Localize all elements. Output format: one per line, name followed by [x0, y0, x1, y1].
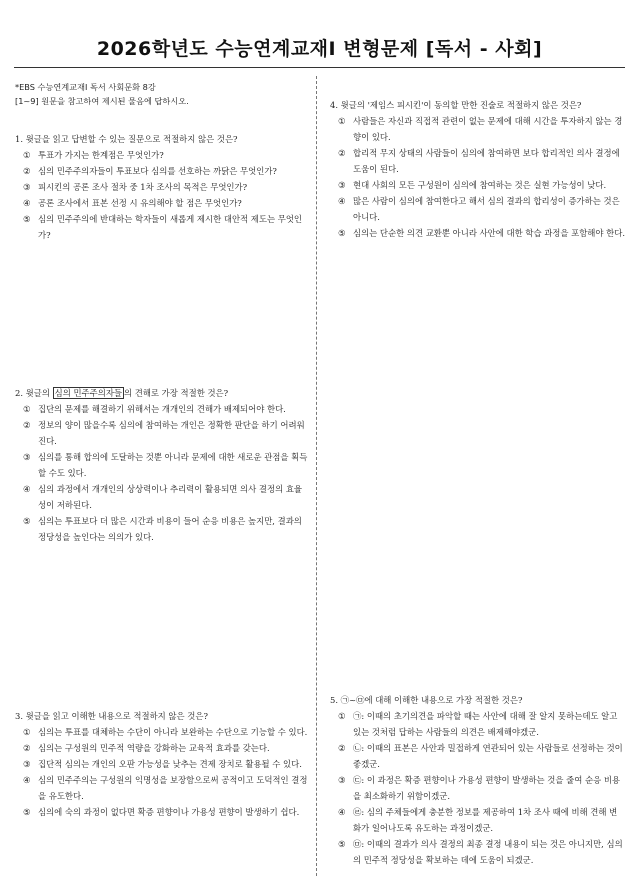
option-number: ②: [23, 420, 31, 430]
option-number: ⑤: [23, 516, 31, 526]
option-number: ①: [23, 404, 31, 414]
answer-option[interactable]: [15, 481, 310, 513]
answer-option[interactable]: [330, 708, 625, 740]
instruction-line: [1~9] 원문을 참고하여 제시된 물음에 답하시오.: [15, 96, 189, 106]
answer-option[interactable]: [15, 756, 310, 772]
option-number: ③: [23, 759, 31, 769]
answer-option[interactable]: [330, 836, 625, 868]
answer-option[interactable]: [15, 513, 310, 545]
option-text: 정보의 양이 많을수록 심의에 참여하는 개인은 정확한 판단을 하기 어려워진다.: [38, 420, 305, 446]
answer-option[interactable]: [330, 193, 625, 225]
answer-option[interactable]: [15, 772, 310, 804]
option-number: ④: [23, 484, 31, 494]
option-text: ㉢: 이 과정은 확증 편향이나 가용성 편향이 발생하는 것을 줄여 순응 비용을 최소화하기 위함이겠군.: [353, 775, 621, 801]
option-number: ⑤: [23, 214, 31, 224]
source-line: *EBS 수능연계교재Ⅰ 독서 사회문화 8강: [15, 82, 156, 92]
option-text: 투표가 가지는 한계점은 무엇인가?: [38, 150, 164, 160]
underlined-phrase: 심의 민주주의자들: [54, 388, 122, 398]
option-number: ②: [23, 166, 31, 176]
option-number: ④: [23, 775, 31, 785]
left-column-top: [15, 80, 310, 108]
option-text: 심의는 투표보다 더 많은 시간과 비용이 들어 순응 비용은 높지만, 결과의 정당성을 높인다는 의의가 있다.: [38, 516, 302, 542]
option-text: ㉡: 이때의 표본은 사안과 밀접하게 연관되어 있는 사람들로 선정하는 것이 좋겠군.: [353, 743, 623, 769]
option-number: ①: [23, 727, 31, 737]
option-number: ③: [338, 775, 346, 785]
option-text: 피시킨의 공론 조사 절차 중 1차 조사의 목적은 무엇인가?: [38, 182, 248, 192]
answer-option[interactable]: [15, 163, 310, 179]
option-text: 심의는 단순한 의견 교환뿐 아니라 사안에 대한 학습 과정을 포함해야 한다.: [353, 228, 625, 238]
option-text: 심의 민주주의자들이 투표보다 심의를 선호하는 까닭은 무엇인가?: [38, 166, 277, 176]
option-list: [15, 401, 310, 545]
answer-option[interactable]: [15, 211, 310, 243]
option-number: ①: [338, 116, 346, 126]
answer-option[interactable]: [15, 147, 310, 163]
option-text: 사람들은 자신과 직접적 관련이 없는 문제에 대해 시간을 투자하지 않는 경향이 있다.: [353, 116, 623, 142]
question-stem: 2. 윗글의 심의 민주주의자들 의 견해로 가장 적절한 것은?: [15, 388, 229, 398]
option-number: ③: [338, 180, 346, 190]
option-number: ④: [338, 807, 346, 817]
answer-option[interactable]: [330, 772, 625, 804]
option-number: ②: [338, 743, 346, 753]
option-number: ①: [338, 711, 346, 721]
option-number: ⑤: [338, 228, 346, 238]
option-number: ③: [23, 182, 31, 192]
option-text: 심의는 구성원의 민주적 역량을 강화하는 교육적 효과를 갖는다.: [38, 743, 270, 753]
answer-option[interactable]: [15, 417, 310, 449]
title-rule: [14, 67, 625, 68]
option-text: 집단적 심의는 개인의 오판 가능성을 낮추는 견제 장치로 활용될 수 있다.: [38, 759, 302, 769]
answer-option[interactable]: [15, 401, 310, 417]
page-title: 2026학년도 수능연계교재Ⅰ 변형문제 [독서 - 사회]: [96, 38, 543, 60]
option-number: ④: [338, 196, 346, 206]
option-number: ③: [23, 452, 31, 462]
column-divider: [316, 76, 317, 876]
option-text: 심의는 투표를 대체하는 수단이 아니라 보완하는 수단으로 기능할 수 있다.: [38, 727, 308, 737]
answer-option[interactable]: [330, 225, 625, 241]
question-stem: 4. 윗글의 '제임스 피시킨'이 동의할 만한 진술로 적절하지 않은 것은?: [330, 100, 582, 110]
option-text: ㉠: 이때의 초기의견을 파악할 때는 사안에 대해 잘 알지 못하는데도 알고 있는 것처럼 답하는 사람들의 의견은 배제해야겠군.: [353, 711, 618, 737]
answer-option[interactable]: [330, 145, 625, 177]
answer-option[interactable]: [15, 449, 310, 481]
answer-option[interactable]: [330, 804, 625, 836]
answer-option[interactable]: [330, 740, 625, 772]
option-text: 공론 조사에서 표본 선정 시 유의해야 할 점은 무엇인가?: [38, 198, 242, 208]
option-text: 심의 과정에서 개개인의 상상력이나 추리력이 활용되면 의사 결정의 효율성이 저하된다.: [38, 484, 303, 510]
option-text: 심의에 숙의 과정이 없다면 확증 편향이나 가용성 편향이 발생하기 쉽다.: [38, 807, 300, 817]
question-stem: 1. 윗글을 읽고 답변할 수 있는 질문으로 적절하지 않은 것은?: [15, 134, 238, 144]
option-list: [330, 113, 625, 241]
option-text: 현대 사회의 모든 구성원이 심의에 참여하는 것은 실현 가능성이 낮다.: [353, 180, 607, 190]
option-text: 집단의 문제를 해결하기 위해서는 개개인의 견해가 배제되어야 한다.: [38, 404, 286, 414]
option-number: ④: [23, 198, 31, 208]
option-number: ②: [23, 743, 31, 753]
answer-option[interactable]: [15, 179, 310, 195]
option-list: [15, 147, 310, 243]
answer-option[interactable]: [15, 195, 310, 211]
option-number: ⑤: [338, 839, 346, 849]
option-list: [15, 724, 310, 820]
question-2: [15, 385, 310, 545]
option-number: ①: [23, 150, 31, 160]
option-text: 심의 민주주의는 구성원의 익명성을 보장함으로써 공적이고 도덕적인 결정을 유도한다.: [38, 775, 308, 801]
option-text: ㉤: 이때의 결과가 의사 결정의 최종 결정 내용이 되는 것은 아니지만, 심의의 민주적 정당성을 확보하는 데에 도움이 되겠군.: [353, 839, 623, 865]
option-text: 심의를 통해 합의에 도달하는 것뿐 아니라 문제에 대한 새로운 관점을 획득할 수도 있다.: [38, 452, 308, 478]
answer-option[interactable]: [330, 113, 625, 145]
option-number: ⑤: [23, 807, 31, 817]
option-text: 심의 민주주의에 반대하는 학자들이 새롭게 제시한 대안적 제도는 무엇인가?: [38, 214, 303, 240]
question-3: [15, 708, 310, 820]
option-number: ②: [338, 148, 346, 158]
question-5: [330, 692, 625, 868]
question-1: [15, 131, 310, 243]
answer-option[interactable]: [15, 740, 310, 756]
answer-option[interactable]: [330, 177, 625, 193]
option-text: ㉣: 심의 주체들에게 충분한 정보를 제공하여 1차 조사 때에 비해 견해 변화가 일어나도록 유도하는 과정이겠군.: [353, 807, 618, 833]
option-text: 많은 사람이 심의에 참여한다고 해서 심의 결과의 합리성이 증가하는 것은 아니다.: [353, 196, 620, 222]
answer-option[interactable]: [15, 724, 310, 740]
question-stem: 3. 윗글을 읽고 이해한 내용으로 적절하지 않은 것은?: [15, 711, 208, 721]
option-list: [330, 708, 625, 868]
answer-option[interactable]: [15, 804, 310, 820]
question-4: [330, 97, 625, 241]
option-text: 합리적 무지 상태의 사람들이 심의에 참여하면 보다 합리적인 의사 결정에 도움이 된다.: [353, 148, 620, 174]
question-stem: 5. ㉠~㉤에 대해 이해한 내용으로 가장 적절한 것은?: [330, 695, 523, 705]
